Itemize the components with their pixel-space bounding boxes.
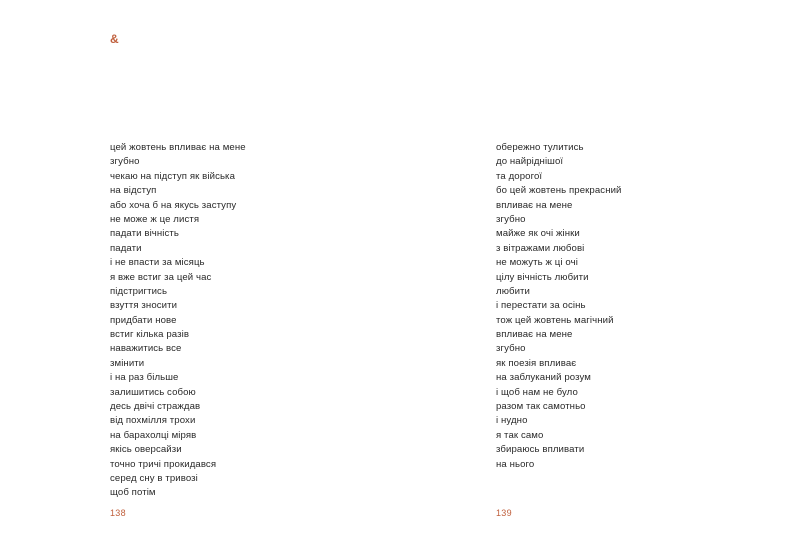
- poem-line: та дорогої: [496, 170, 543, 182]
- right-page: [400, 0, 800, 553]
- poem-line: згубно: [496, 343, 526, 355]
- poem-line: я вже встиг за цей час: [110, 271, 212, 283]
- poem-line: впливає на мене: [496, 199, 573, 211]
- poem-line: не можуть ж ці очі: [496, 257, 578, 269]
- section-mark: &: [110, 32, 119, 46]
- poem-line: якісь оверсайзи: [110, 444, 182, 456]
- poem-line: тож цей жовтень магічний: [496, 314, 614, 326]
- poem-line: і перестати за осінь: [496, 300, 586, 312]
- poem-line: згубно: [496, 213, 526, 225]
- poem-line: до найріднішої: [496, 156, 564, 168]
- poem-line: цілу вічність любити: [496, 271, 589, 283]
- poem-line: щоб потім: [110, 487, 156, 499]
- poem-line: цей жовтень впливає на мене: [110, 142, 246, 153]
- poem-line: як поезія впливає: [496, 357, 577, 369]
- poem-line: збираюсь впливати: [496, 444, 585, 456]
- poem-line: і не впасти за місяць: [110, 257, 205, 269]
- poem-line: обережно тулитись: [496, 142, 584, 153]
- poem-left: [110, 141, 246, 501]
- poem-line: серед сну в тривозі: [110, 472, 198, 484]
- poem-line: наважитись все: [110, 343, 182, 355]
- page-number: 138: [110, 508, 126, 518]
- poem-right: [496, 141, 622, 472]
- poem-line: і на раз більше: [110, 372, 179, 384]
- poem-line: бо цей жовтень прекрасний: [496, 185, 622, 197]
- poem-line: взуття зносити: [110, 300, 178, 312]
- poem-line: згубно: [110, 156, 140, 168]
- poem-line: любити: [496, 285, 531, 297]
- poem-line: змінити: [110, 357, 145, 369]
- poem-line: з вітражами любові: [496, 242, 585, 254]
- poem-line: від похмілля трохи: [110, 415, 196, 427]
- poem-line: чекаю на підступ як війська: [110, 170, 236, 182]
- poem-line: на барахолці міряв: [110, 429, 197, 441]
- poem-line: встиг кілька разів: [110, 329, 190, 341]
- poem-line: або хоча б на якусь заступу: [110, 199, 237, 211]
- poem-line: я так само: [496, 429, 544, 441]
- poem-line: на нього: [496, 458, 535, 470]
- poem-line: і щоб нам не було: [496, 386, 578, 398]
- poem-line: падати: [110, 242, 142, 254]
- poem-line: впливає на мене: [496, 329, 573, 341]
- poem-line: падати вічність: [110, 228, 180, 240]
- poem-line: придбати нове: [110, 314, 177, 326]
- poem-line: на відступ: [110, 185, 157, 197]
- page-number: 139: [496, 508, 512, 518]
- poem-line: десь двічі страждав: [110, 401, 201, 413]
- poem-line: залишитись собою: [110, 386, 196, 398]
- poem-line: підстригтись: [110, 285, 168, 297]
- poem-line: не може ж це листя: [110, 213, 200, 225]
- poem-line: на заблуканий розум: [496, 372, 591, 384]
- poem-line: разом так самотньо: [496, 401, 586, 413]
- poem-line: точно тричі прокидався: [110, 458, 217, 470]
- poem-line: майже як очі жінки: [496, 228, 580, 240]
- poem-line: і нудно: [496, 415, 528, 427]
